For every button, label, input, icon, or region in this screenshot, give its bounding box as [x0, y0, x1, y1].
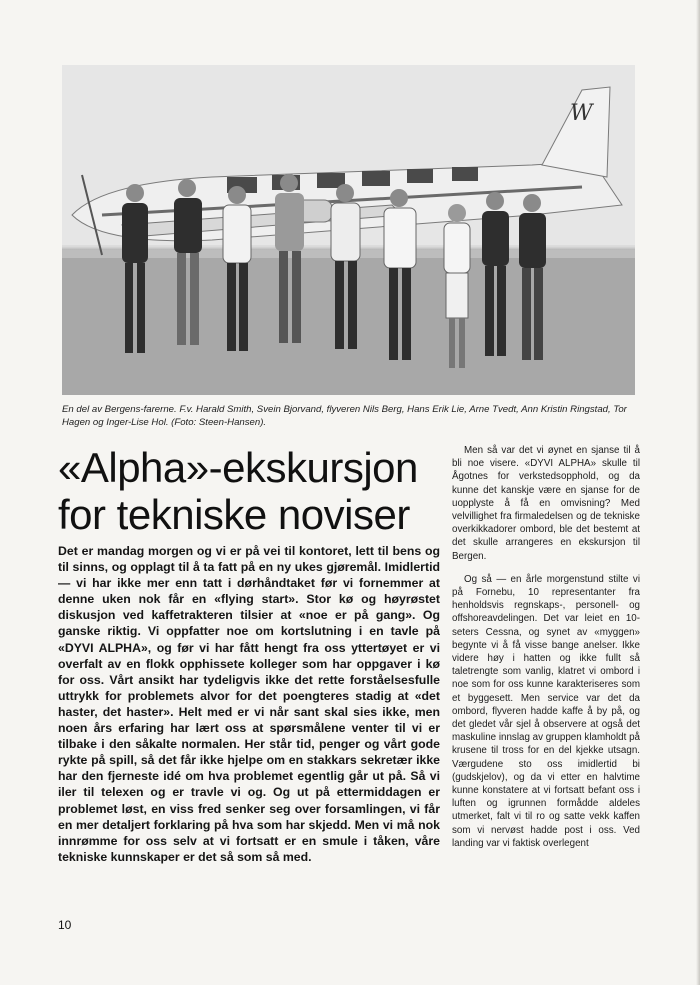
- group-photo: [62, 65, 635, 395]
- right-column-paragraph-2: Og så — en årle morgenstund stilte vi på Fornebu, 10 representanter fra henholdsvis regnskaps-, personell- og offshoreavdelingen. Det var leiet en 10-seters Cessna, og synet av «myggen» begynte vi å få visse bange anelser. Ikke videre høy i hatten og ikke fullt så taletrengte som vanlig, klatret vi ombord i noe som for oss kunne karakteriseres som et byggesett. Men service var det da ombord, flyveren hadde kaffe å by på, og det gledet vår sjel å observere at også det maskuline innslag av gruppen klamholdt på krusene til tross for en del kjekke utsagn. Værgudene sto oss imidlertid bi (gudskjelov), og da vi etter en halvtime kunne konstatere at vi fortsatt befant oss i luften og igrunnen formådde aldeles utmerket, falt vi til ro og satte vekk kaffen som vi nervøst hadde post i oss. Ved landing var vi faktisk overlegent: [452, 573, 640, 849]
- headline-line-1: «Alpha»-ekskursjon: [58, 444, 418, 491]
- right-column: [452, 444, 640, 860]
- page-edge: [696, 0, 700, 985]
- headline-line-2: for tekniske noviser: [58, 491, 410, 538]
- photo-illustration: [62, 65, 635, 395]
- article-lead: Det er mandag morgen og vi er på vei til kontoret, lett til bens og til sinns, og opplagt til å ta fatt på en ny ukes gjøremål. Imidlertid — vi har ikke mer enn tatt i dørhåndtaket før vi fornemmer at denne uken nok får en «flying start». Stor kø og høyrøstet diskusjon ved kaffetrakteren tilsier at «noe er på gang». Og ganske riktig. Vi oppfatter noe om kortslutning i en tavle på «DYVI ALPHA», og før vi har fått hengt fra oss yttertøyet er vi overfalt av en flokk opphissete kolleger som har oppgaver i kø for oss. Vårt ansikt har tydeligvis ikke det rette forståelsesfulle uttrykk for problemets alvor for det poengteres stadig at «det haster, det haster». Helt med er vi når sant skal sies ikke, men noen års erfaring har lært oss at spørsmålene venter til vi er tilbake i den såkalte normalen. Her står tid, penger og vårt gode rykte på spill, så det får ikke hjelpe om en stakkars sekretær ikke har den fjerneste idé om hva problemet egentlig går ut på. Så vi iler til telexen og er travle vi og. Og ut på ettermiddagen er problemet løst, en viss fred senker seg over forsamlingen, vi får en mer detaljert forklaring på hva som har skjedd. Men vi må nok innrømme for oss selv at vi fortsatt er en smule i tåken, våre tekniske kunnskaper er det så som så med.: [58, 544, 440, 864]
- article-headline: [58, 444, 433, 538]
- svg-text:W: W: [570, 101, 593, 126]
- right-column-paragraph-1: Men så var det vi øynet en sjanse til å bli noe visere. «DYVI ALPHA» skulle til Ågotnes for verkstedsopphold, og da kunne det kanskje være en sjanse for de uopplyste å få en omvisning? Med velvillighet fra firmaledelsen og de tekniske overkikkadorer ombord, ble det bestemt at det skulle arrangeres en ekskursjon til Bergen.: [452, 445, 640, 562]
- page-number: 10: [58, 918, 72, 932]
- photo-caption: En del av Bergens-farerne. F.v. Harald Smith, Svein Bjorvand, flyveren Nils Berg, Hans Erik Lie, Arne Tvedt, Ann Kristin Ringstad, Tor Hagen og Inger-Lise Hol. (Foto: Steen-Hansen).: [62, 404, 627, 428]
